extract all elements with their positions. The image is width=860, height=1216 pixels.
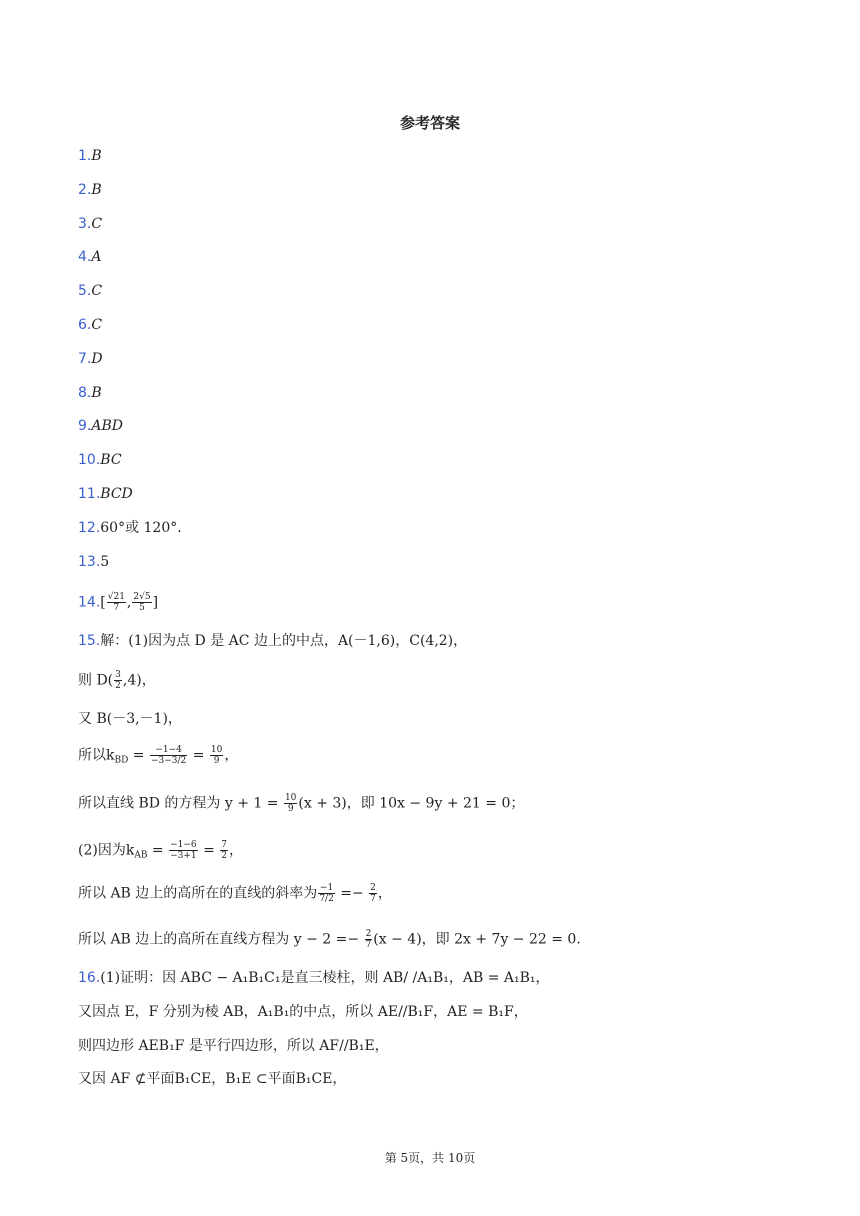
answer-item — [78, 349, 103, 369]
answer-15-line-8: 所以 AB 边上的高所在直线方程为 y − 2 =− $\frac{2}{7}$ (x − 4)，即 2x + 7y − 22 = 0. — [78, 929, 581, 950]
answer-item — [78, 450, 122, 470]
answer-value: B — [91, 148, 102, 164]
fraction: $\frac{10}{9}$ — [210, 745, 223, 766]
answer-item — [78, 518, 182, 538]
answer-16-line-3: 则四边形 AEB₁F 是平行四边形，所以 AF//B₁E， — [78, 1038, 389, 1054]
answer-16-line-1: 16.(1)证明：因 ABC − A₁B₁C₁是直三棱柱，则 AB/ /A₁B₁，AB = A₁B₁， — [78, 970, 550, 986]
answer-15-line-5: 所以直线 BD 的方程为 y + 1 = $\frac{10}{9}$ (x + 3)，即 10x − 9y + 21 = 0； — [78, 793, 525, 814]
answer-15-line-1: 15.解：(1)因为点 D 是 AC 边上的中点，A(－1,6)，C(4,2)， — [78, 633, 468, 649]
answer-14: 14.[ $\frac{√21}{7}$ , $\frac{2√5}{5}$ ] — [78, 592, 159, 613]
page-title: 参考答案 — [399, 114, 460, 132]
answer-value: BC — [100, 452, 122, 468]
answer-item — [78, 180, 102, 200]
answer-item — [78, 416, 123, 436]
question-number: 4. — [78, 249, 92, 265]
fraction: $\frac{3}{2}$ — [115, 670, 121, 691]
question-number: 5. — [78, 283, 92, 299]
answer-15-line-4: 所以$k_{BD}$ = $\frac{-1-4}{-3-3/2}$ = $\frac{10}{9}$ ， — [78, 745, 239, 766]
question-number: 10. — [78, 452, 101, 468]
answer-value: C — [91, 317, 103, 333]
question-number: 12. — [78, 520, 101, 536]
question-number: 16. — [78, 970, 101, 986]
answer-value: B — [91, 385, 102, 401]
answer-item — [78, 214, 102, 234]
question-number: 1. — [78, 148, 92, 164]
fraction: $\frac{10}{9}$ — [284, 793, 297, 814]
question-number: 3. — [78, 216, 92, 232]
answer-item — [78, 281, 102, 301]
answer-item — [78, 146, 102, 166]
question-number: 15. — [78, 633, 101, 649]
answer-15-line-3: 又 B(－3,－1)， — [78, 711, 182, 727]
fraction: $\frac{2√5}{5}$ — [133, 592, 151, 613]
answer-15-line-7: 所以 AB 边上的高所在的直线的斜率为 $\frac{-1}{7/2}$ =− $\frac{2}{7}$ ， — [78, 883, 392, 904]
answer-value: BCD — [100, 486, 133, 502]
page-footer: 第 5页，共 10页 — [384, 1151, 476, 1165]
answer-value: 5 — [100, 554, 110, 570]
answer-16-line-4: 又因 AF ⊄平面B₁CE，B₁E ⊂平面B₁CE， — [78, 1071, 347, 1087]
answer-item — [78, 315, 102, 335]
question-number: 2. — [78, 182, 92, 198]
fraction: $\frac{√21}{7}$ — [107, 592, 125, 613]
answer-item — [78, 383, 102, 403]
answer-16-line-2: 又因点 E，F 分别为棱 AB，A₁B₁的中点，所以 AE//B₁F，AE = B₁F， — [78, 1004, 528, 1020]
fraction: $\frac{2}{7}$ — [365, 929, 372, 950]
question-number: 13. — [78, 554, 101, 570]
answer-value: ABD — [91, 418, 123, 434]
question-number: 14. — [78, 594, 101, 611]
answer-item — [78, 552, 109, 572]
answer-item — [78, 484, 133, 504]
question-number: 11. — [78, 486, 101, 502]
question-number: 7. — [78, 351, 92, 367]
answer-15-line-6: (2)因为$k_{AB}$ = $\frac{-1-6}{-3+1}$ = $\frac{7}{2}$ ， — [78, 840, 244, 861]
answer-15-line-2: 则 D( $\frac{3}{2}$ ,4)， — [78, 670, 156, 691]
answer-value: C — [91, 283, 103, 299]
answer-value: A — [91, 249, 102, 265]
fraction: $\frac{2}{7}$ — [370, 883, 376, 904]
answer-value: D — [91, 351, 103, 367]
question-number: 8. — [78, 385, 92, 401]
answer-value: 60°或 120°. — [100, 520, 182, 536]
fraction: $\frac{-1}{7/2}$ — [319, 883, 334, 904]
answer-value: C — [91, 216, 103, 232]
fraction: $\frac{-1-4}{-3-3/2}$ — [150, 745, 187, 766]
answer-value: B — [91, 182, 102, 198]
question-number: 9. — [78, 418, 92, 434]
answer-item — [78, 247, 101, 267]
fraction: $\frac{-1-6}{-3+1}$ — [170, 840, 197, 861]
fraction: $\frac{7}{2}$ — [221, 840, 228, 861]
question-number: 6. — [78, 317, 92, 333]
